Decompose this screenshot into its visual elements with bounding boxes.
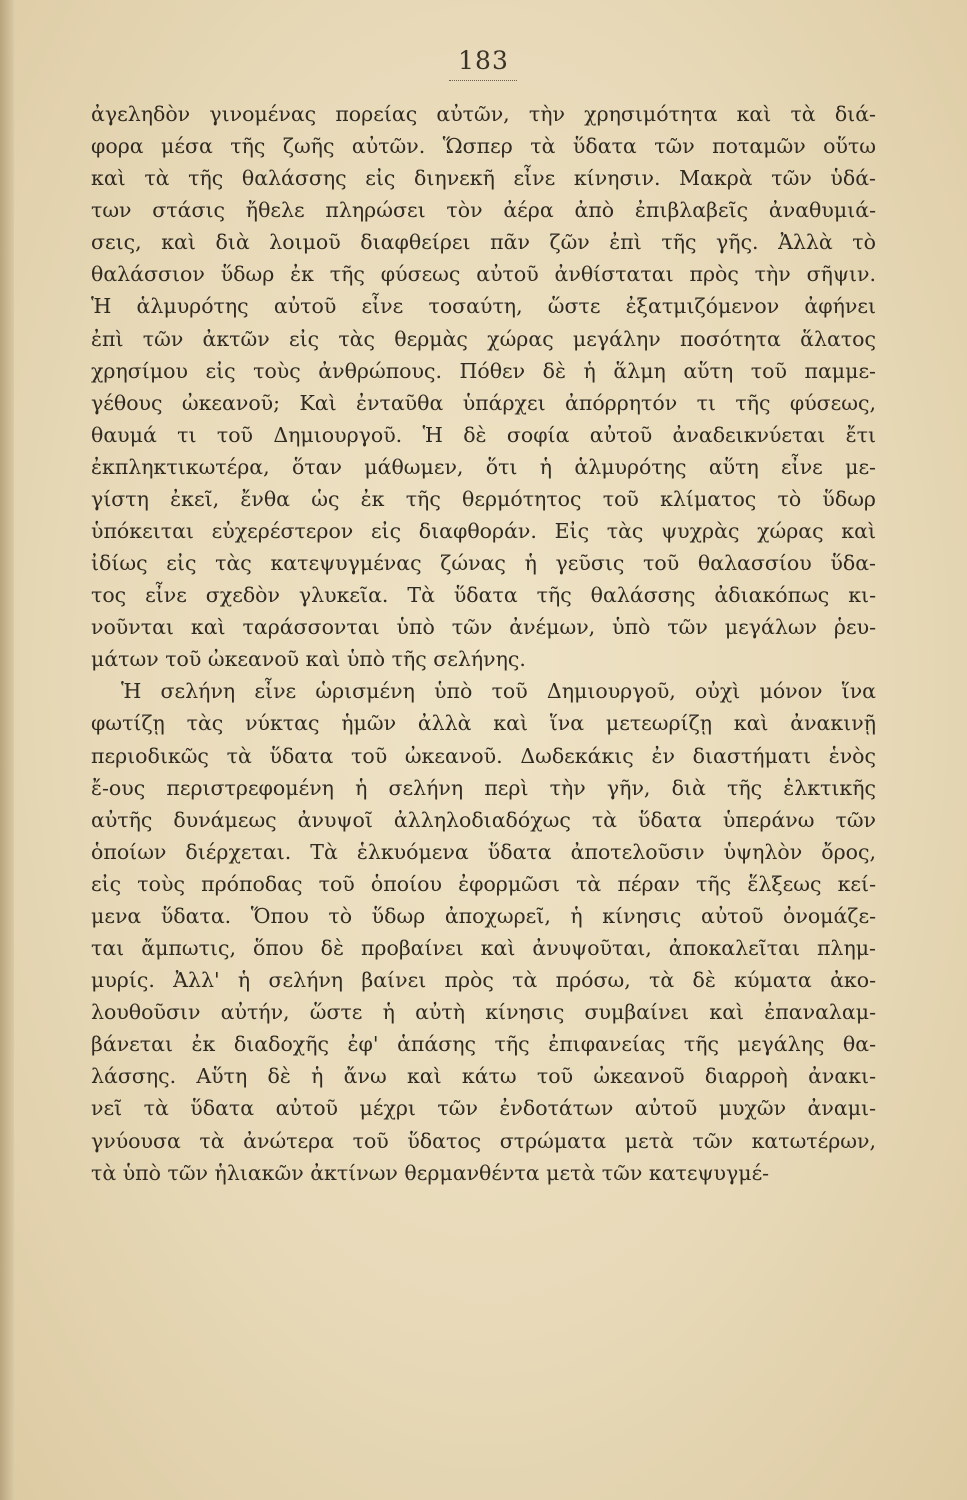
text-line: μενα ὕδατα. Ὅπου τὸ ὕδωρ ἀποχωρεῖ, ἡ κίνησις αὐτοῦ ὀνομάζε- (91, 903, 876, 928)
text-line: εἰς τοὺς πρόποδας τοῦ ὁποίου ἐφορμῶσι τὰ πέραν τῆς ἕλξεως κεί- (91, 871, 876, 896)
page-number-rule (449, 80, 517, 81)
text-line: ἐκπληκτικωτέρα, ὅταν μάθωμεν, ὅτι ἡ ἁλμυρότης αὕτη εἶνε με- (91, 454, 876, 479)
text-line: γέθους ὠκεανοῦ; Καὶ ἐνταῦθα ὑπάρχει ἀπόρρητόν τι τῆς φύσεως, (91, 390, 876, 415)
text-line: γνύουσα τὰ ἀνώτερα τοῦ ὕδατος στρώματα μετὰ τῶν κατωτέρων, (91, 1128, 876, 1153)
page-number: 183 (458, 46, 509, 75)
text-line: φωτίζῃ τὰς νύκτας ἡμῶν ἀλλὰ καὶ ἵνα μετεωρίζῃ καὶ ἀνακινῇ (91, 711, 876, 736)
text-line: σεις, καὶ διὰ λοιμοῦ διαφθείρει πᾶν ζῶν ἐπὶ τῆς γῆς. Ἀλλὰ τὸ (91, 230, 876, 255)
text-line: Ἡ ἁλμυρότης αὐτοῦ εἶνε τοσαύτη, ὥστε ἐξατμιζόμενον ἀφήνει (91, 294, 876, 319)
text-line: ὁποίων διέρχεται. Τὰ ἑλκυόμενα ὕδατα ἀποτελοῦσιν ὑψηλὸν ὄρος, (91, 839, 876, 864)
text-line: Ἡ σελήνη εἶνε ὡρισμένη ὑπὸ τοῦ Δημιουργοῦ, οὐχὶ μόνον ἵνα (121, 679, 876, 704)
text-line: χρησίμου εἰς τοὺς ἀνθρώπους. Πόθεν δὲ ἡ ἅλμη αὕτη τοῦ παμμε- (91, 358, 876, 383)
text-line: ἀγεληδὸν γινομένας πορείας αὐτῶν, τὴν χρησιμότητα καὶ τὰ διά- (91, 102, 876, 126)
text-line: νεῖ τὰ ὕδατα αὐτοῦ μέχρι τῶν ἐνδοτάτων αὐτοῦ μυχῶν ἀναμι- (91, 1096, 876, 1121)
text-line: θαλάσσιον ὕδωρ ἐκ τῆς φύσεως αὐτοῦ ἀνθίσταται πρὸς τὴν σῆψιν. (91, 262, 876, 287)
text-line: μάτων τοῦ ὠκεανοῦ καὶ ὑπὸ τῆς σελήνης. (91, 647, 526, 672)
text-line: νοῦνται καὶ ταράσσονται ὑπὸ τῶν ἀνέμων, ὑπὸ τῶν μεγάλων ῥευ- (91, 615, 876, 640)
page-gutter-shadow (0, 0, 14, 1500)
text-line: ται ἄμπωτις, ὅπου δὲ προβαίνει καὶ ἀνυψοῦται, ἀποκαλεῖται πλημ- (91, 936, 876, 961)
text-line: καὶ τὰ τῆς θαλάσσης εἰς διηνεκῆ εἶνε κίνησιν. Μακρὰ τῶν ὑδά- (91, 166, 876, 191)
text-line: περιοδικῶς τὰ ὕδατα τοῦ ὠκεανοῦ. Δωδεκάκις ἐν διαστήματι ἑνὸς (91, 743, 876, 768)
text-line: ἔ-ους περιστρεφομένη ἡ σελήνη περὶ τὴν γῆν, διὰ τῆς ἑλκτικῆς (91, 775, 876, 800)
text-line: των στάσις ἤθελε πληρώσει τὸν ἀέρα ἀπὸ ἐπιβλαβεῖς ἀναθυμιά- (91, 198, 876, 223)
text-line: αὐτῆς δυνάμεως ἀνυψοῖ ἀλληλοδιαδόχως τὰ ὕδατα ὑπεράνω τῶν (91, 807, 876, 832)
text-line: λάσσης. Αὕτη δὲ ἡ ἄνω καὶ κάτω τοῦ ὠκεανοῦ διαρροὴ ἀνακι- (91, 1064, 876, 1089)
text-line: μυρίς. Ἀλλ' ἡ σελήνη βαίνει πρὸς τὰ πρόσω, τὰ δὲ κύματα ἀκο- (91, 968, 876, 993)
text-line: τὰ ὑπὸ τῶν ἡλιακῶν ἀκτίνων θερμανθέντα μετὰ τῶν κατεψυγμέ- (91, 1160, 770, 1185)
body-text (91, 98, 876, 1189)
text-line: ἰδίως εἰς τὰς κατεψυγμένας ζώνας ἡ γεῦσις τοῦ θαλασσίου ὕδα- (91, 551, 876, 576)
text-line: τος εἶνε σχεδὸν γλυκεῖα. Τὰ ὕδατα τῆς θαλάσσης ἀδιακόπως κι- (91, 583, 876, 608)
text-line: βάνεται ἐκ διαδοχῆς ἐφ' ἁπάσης τῆς ἐπιφανείας τῆς μεγάλης θα- (91, 1032, 876, 1057)
text-line: θαυμά τι τοῦ Δημιουργοῦ. Ἡ δὲ σοφία αὐτοῦ ἀναδεικνύεται ἔτι (91, 422, 876, 447)
text-line: ἐπὶ τῶν ἀκτῶν εἰς τὰς θερμὰς χώρας μεγάλην ποσότητα ἅλατος (91, 326, 876, 351)
text-line: φορα μέσα τῆς ζωῆς αὐτῶν. Ὥσπερ τὰ ὕδατα τῶν ποταμῶν οὕτω (91, 134, 876, 159)
text-line: γίστη ἐκεῖ, ἔνθα ὡς ἐκ τῆς θερμότητος τοῦ κλίματος τὸ ὕδωρ (91, 486, 876, 511)
text-line: ὑπόκειται εὐχερέστερον εἰς διαφθοράν. Εἰς τὰς ψυχρὰς χώρας καὶ (91, 519, 876, 544)
text-line: λουθοῦσιν αὐτήν, ὥστε ἡ αὐτὴ κίνησις συμβαίνει καὶ ἐπαναλαμ- (91, 1000, 876, 1025)
